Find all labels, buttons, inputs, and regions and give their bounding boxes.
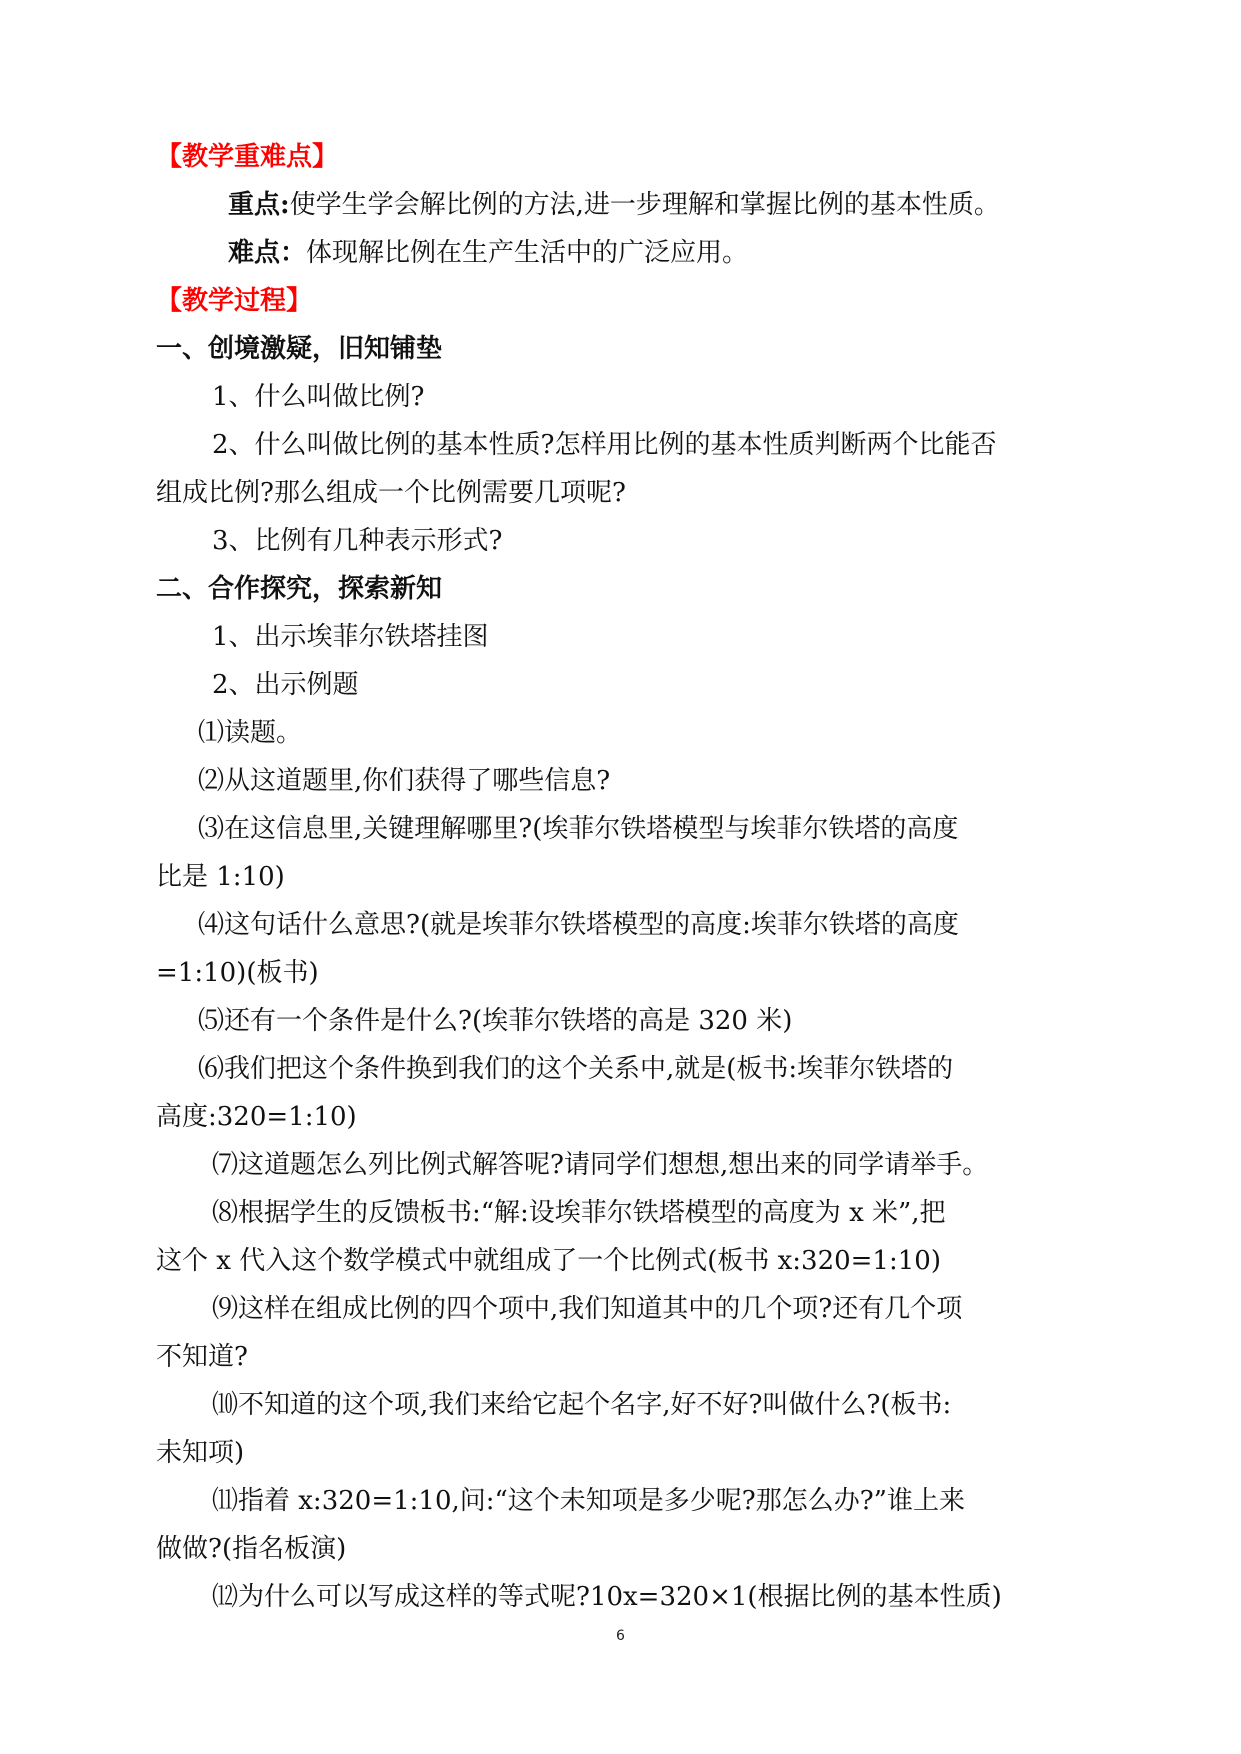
item-3a: ⑶在这信息里,关键理解哪里?(埃菲尔铁塔模型与埃菲尔铁塔的高度 xyxy=(198,814,959,844)
key-point-label: 重点: xyxy=(228,190,290,220)
part2-step-1: 1、出示埃菲尔铁塔挂图 xyxy=(212,622,489,652)
hard-point-label: 难点： xyxy=(228,238,307,268)
item-6a: ⑹我们把这个条件换到我们的这个关系中,就是(板书:埃菲尔铁塔的 xyxy=(198,1054,954,1084)
page-number: 6 xyxy=(616,1628,625,1644)
item-11a: ⑾指着 x:320=1:10,问:“这个未知项是多少呢?那怎么办?”谁上来 xyxy=(212,1486,965,1516)
key-point-line xyxy=(228,188,1000,222)
part1-question-2b: 组成比例?那么组成一个比例需要几项呢? xyxy=(156,478,626,508)
item-8a: ⑻根据学生的反馈板书:“解:设埃菲尔铁塔模型的高度为 x 米”,把 xyxy=(212,1198,946,1228)
item-10b: 未知项) xyxy=(156,1438,245,1468)
part2-step-2: 2、出示例题 xyxy=(212,670,359,700)
hard-point-text: 体现解比例在生产生活中的广泛应用。 xyxy=(306,238,749,268)
item-4a: ⑷这句话什么意思?(就是埃菲尔铁塔模型的高度:埃菲尔铁塔的高度 xyxy=(198,910,959,940)
difficulty-heading: 【教学重难点】 xyxy=(156,142,339,172)
part2-heading: 二、合作探究，探索新知 xyxy=(156,574,443,604)
item-3b: 比是 1:10) xyxy=(156,862,285,892)
key-point-text: 使学生学会解比例的方法,进一步理解和掌握比例的基本性质。 xyxy=(289,190,1000,220)
item-7: ⑺这道题怎么列比例式解答呢?请同学们想想,想出来的同学请举手。 xyxy=(212,1150,989,1180)
item-1: ⑴读题。 xyxy=(198,718,303,748)
item-4b: =1:10)(板书) xyxy=(156,958,319,988)
item-2: ⑵从这道题里,你们获得了哪些信息? xyxy=(198,766,611,796)
item-11b: 做做?(指名板演) xyxy=(156,1534,347,1564)
part1-question-2a: 2、什么叫做比例的基本性质?怎样用比例的基本性质判断两个比能否 xyxy=(212,430,997,460)
item-5: ⑸还有一个条件是什么?(埃菲尔铁塔的高是 320 米) xyxy=(198,1006,793,1036)
item-6b: 高度:320=1:10) xyxy=(156,1102,357,1132)
item-8b: 这个 x 代入这个数学模式中就组成了一个比例式(板书 x:320=1:10) xyxy=(156,1246,941,1276)
item-10a: ⑽不知道的这个项,我们来给它起个名字,好不好?叫做什么?(板书: xyxy=(212,1390,952,1420)
part1-question-3: 3、比例有几种表示形式? xyxy=(212,526,503,556)
item-12: ⑿为什么可以写成这样的等式呢?10x=320×1(根据比例的基本性质) xyxy=(212,1582,1002,1612)
process-heading: 【教学过程】 xyxy=(156,286,313,316)
part1-heading: 一、创境激疑，旧知铺垫 xyxy=(156,334,443,364)
item-9b: 不知道? xyxy=(156,1342,248,1372)
item-9a: ⑼这样在组成比例的四个项中,我们知道其中的几个项?还有几个项 xyxy=(212,1294,963,1324)
hard-point-line xyxy=(228,236,748,270)
part1-question-1: 1、什么叫做比例? xyxy=(212,382,425,412)
